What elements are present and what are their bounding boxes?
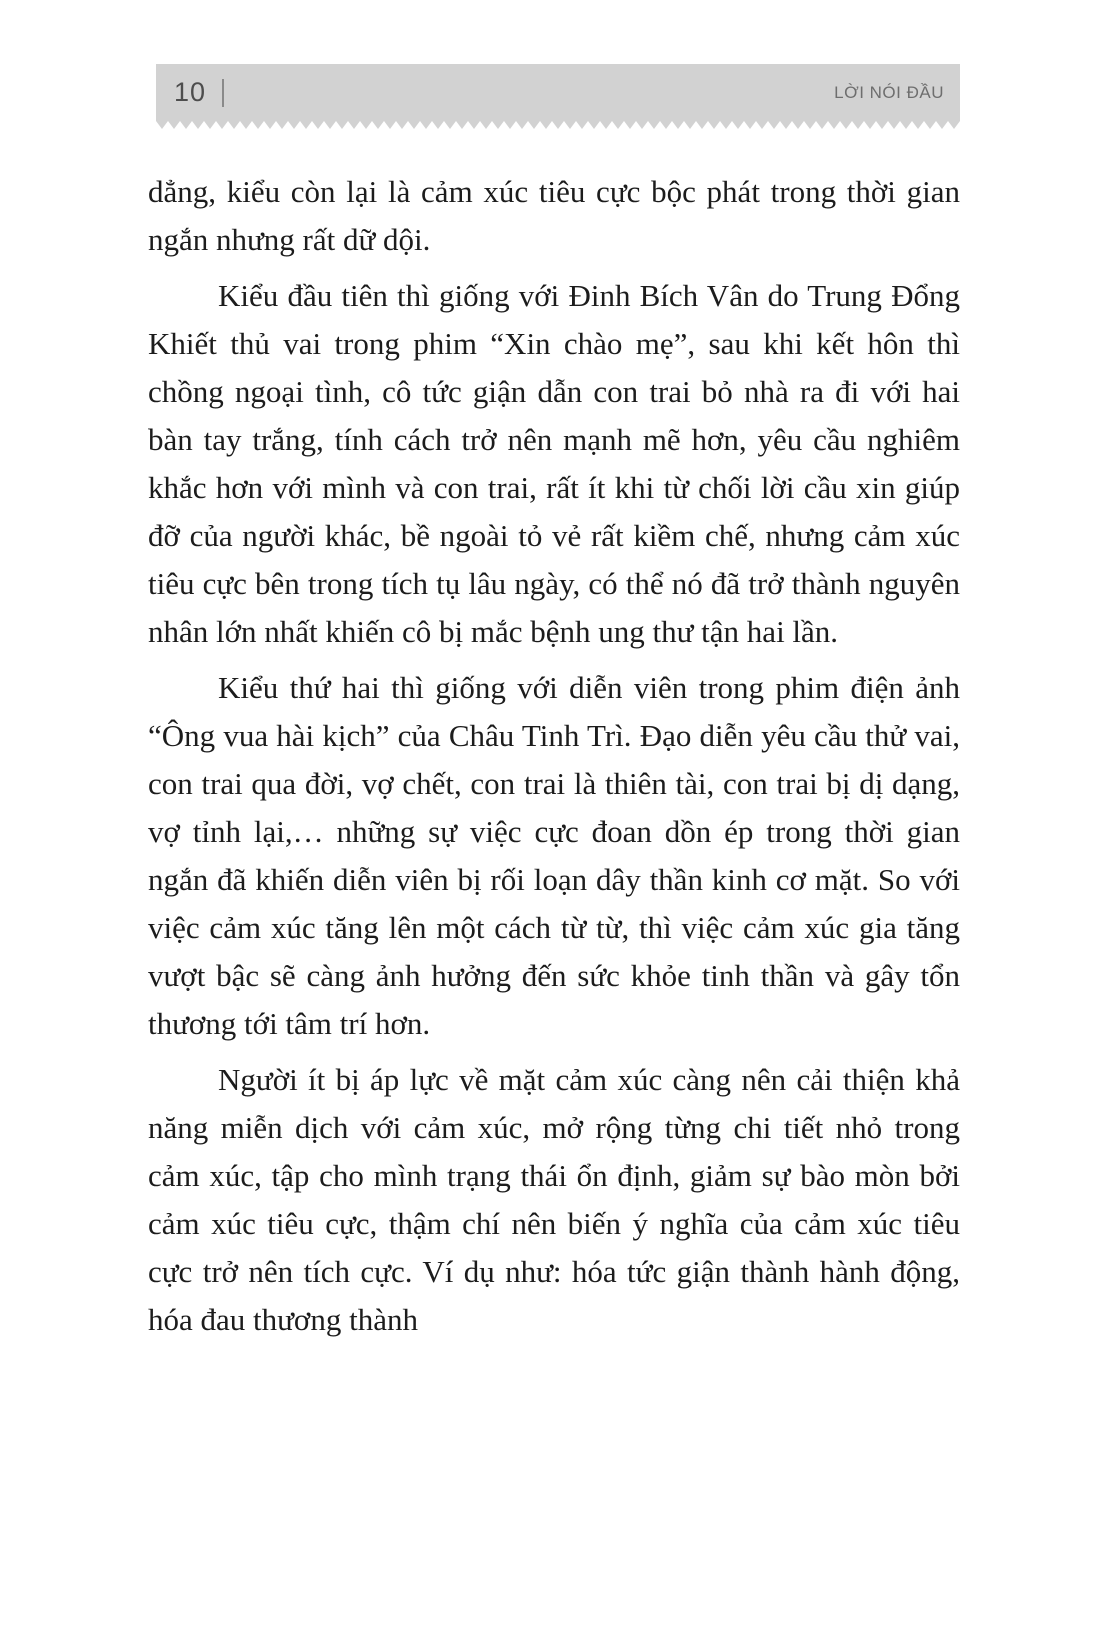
perforated-edge [156,121,960,129]
header-band-background [156,64,960,121]
header-divider [222,79,224,107]
paragraph: Kiểu đầu tiên thì giống với Đinh Bích Vân do Trung Đổng Khiết thủ vai trong phim “Xin chào mẹ”, sau khi kết hôn thì chồng ngoại tình, cô tức giận dẫn con trai bỏ nhà ra đi với hai bàn tay trắng, tính cách trở nên mạnh mẽ hơn, yêu cầu nghiêm khắc hơn với mình và con trai, rất ít khi từ chối lời cầu xin giúp đỡ của người khác, bề ngoài tỏ vẻ rất kiềm chế, nhưng cảm xúc tiêu cực bên trong tích tụ lâu ngày, có thể nó đã trở thành nguyên nhân lớn nhất khiến cô bị mắc bệnh ung thư tận hai lần. [148,278,960,649]
paragraph: dẳng, kiểu còn lại là cảm xúc tiêu cực bộc phát trong thời gian ngắn nhưng rất dữ dội. [148,174,960,257]
running-title: LỜI NÓI ĐẦU [834,82,944,102]
page-number: 10 [174,77,207,107]
paragraph: Người ít bị áp lực về mặt cảm xúc càng nên cải thiện khả năng miễn dịch với cảm xúc, mở rộng từng chi tiết nhỏ trong cảm xúc, tập cho mình trạng thái ổn định, giảm sự bào mòn bởi cảm xúc tiêu cực, thậm chí nên biến ý nghĩa của cảm xúc tiêu cực trở nên tích cực. Ví dụ như: hóa tức giận thành hành động, hóa đau thương thành [148,1062,960,1337]
paragraph: Kiểu thứ hai thì giống với diễn viên trong phim điện ảnh “Ông vua hài kịch” của Châu Tinh Trì. Đạo diễn yêu cầu thử vai, con trai qua đời, vợ chết, con trai là thiên tài, con trai bị dị dạng, vợ tỉnh lại,… những sự việc cực đoan dồn ép trong thời gian ngắn đã khiến diễn viên bị rối loạn dây thần kinh cơ mặt. So với việc cảm xúc tăng lên một cách từ từ, thì việc cảm xúc gia tăng vượt bậc sẽ càng ảnh hưởng đến sức khỏe tinh thần và gây tổn thương tới tâm trí hơn. [148,670,960,1041]
page-header-band [156,64,960,129]
body-text [148,168,960,1344]
